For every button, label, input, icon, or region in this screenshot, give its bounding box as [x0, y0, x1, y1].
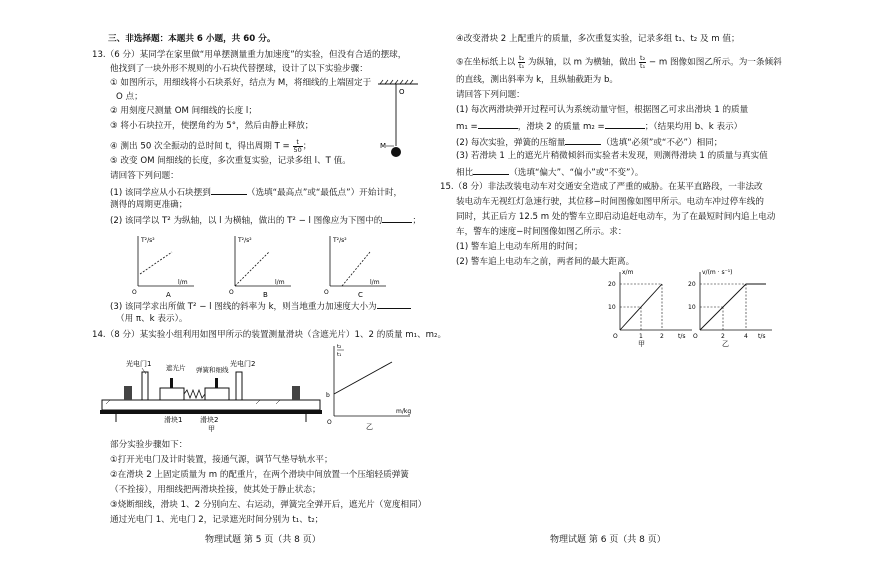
- answer-blank: [382, 214, 412, 223]
- pendulum-figure: [370, 78, 426, 168]
- svg-text:t/s: t/s: [678, 333, 686, 340]
- graph-v-t: [686, 266, 776, 348]
- svg-text:O: O: [229, 289, 234, 296]
- svg-text:10: 10: [608, 304, 616, 311]
- slider-1-icon: [160, 388, 184, 400]
- q14-step3a: ③烧断细线，滑块 1、2 分别向左、右运动，弹簧完全弹开后，遮光片（宽度相同）: [110, 500, 427, 510]
- graph-t2t1-m: [318, 340, 418, 432]
- svg-text:20: 20: [688, 281, 696, 288]
- graph-x-t: [606, 266, 696, 348]
- q14-sub3a: (3) 若滑块 1 上的遮光片稍微倾斜而实验者未发现，则测得滑块 1 的质量与真实值: [456, 151, 768, 161]
- q14-step4: ④改变滑块 2 上配重片的质量，多次重复实验，记录多组 t₁、t₂ 及 m 值；: [456, 34, 740, 44]
- graph-a-line: [140, 252, 172, 274]
- graph-c-caption: C: [358, 291, 363, 298]
- point-m-label: M: [380, 142, 387, 150]
- answer-blank: [473, 166, 509, 175]
- q15-line3: 同时，其正后方 12.5 m 处的警车立即启动追赶电动车，为了在最短时间内追上电动: [456, 212, 776, 222]
- svg-text:2: 2: [721, 333, 725, 340]
- ratio-fraction: $\frac{\text{t₂}}{\text{t₁}}$: [519, 54, 525, 70]
- svg-text:O: O: [324, 289, 329, 296]
- label-spring: 弹簧和细线: [196, 366, 229, 374]
- label-slider2: 滑块2: [200, 416, 219, 424]
- svg-text:x/m: x/m: [622, 269, 634, 276]
- q14-answer-prompt: 请回答下列问题：: [456, 90, 525, 100]
- section-header: 三、非选择题：本题共 6 小题，共 60 分。: [108, 34, 276, 44]
- q13-step4: ④ 测出 50 次全振动的总时间 t，得出周期 T = $\frac{t}{50}$ ；: [110, 138, 312, 154]
- q14-sub2: (2) 每次实验，弹簧的压缩量 （选填“必须”或“不必”）相同；: [456, 138, 723, 148]
- graph-yi-caption: 乙: [722, 340, 729, 348]
- page-6-footer: 物理试题 第 6 页（共 8 页）: [550, 535, 666, 545]
- air-track: [102, 400, 320, 410]
- q14-step5d: 的直线，测出斜率为 k，且纵轴截距为 b。: [456, 75, 618, 85]
- q13-step3: ③ 将小石块拉开，使摆角约为 5°，然后由静止释放；: [110, 121, 314, 131]
- q14-sub1b: m₁ = ，滑块 2 的质量 m₂ = ；（结果均用 b、k 表示）: [456, 122, 743, 132]
- svg-text:t/s: t/s: [758, 333, 766, 340]
- page-5-footer: 物理试题 第 5 页（共 8 页）: [205, 535, 321, 545]
- label-gate2: 光电门2: [230, 360, 256, 368]
- svg-text:t₁: t₁: [337, 352, 342, 358]
- q13-step5: ⑤ 改变 OM 间细线的长度，多次重复实验，记录多组 l、T 值。: [110, 156, 351, 166]
- stone-icon: [391, 147, 401, 157]
- svg-text:l/m: l/m: [275, 279, 285, 286]
- page-6: [440, 0, 870, 579]
- q14-step1: ①打开光电门及计时装置，接通气源，调节气垫导轨水平；: [110, 455, 333, 465]
- q13-sub1c: 测得的周期更准确；: [110, 200, 188, 210]
- ratio-fraction-2: $\frac{\text{t₂}}{\text{t₁}}$: [640, 54, 646, 70]
- graph-jia-caption: 甲: [638, 340, 645, 348]
- svg-text:T²/s²: T²/s²: [238, 237, 252, 244]
- svg-text:10: 10: [688, 304, 696, 311]
- q15-line2: 装电动车无视红灯急速行驶，其位移−时间图像如图甲所示。电动车冲过停车线的: [456, 197, 764, 207]
- q14-intro: 14.（8 分）某实验小组利用如图甲所示的装置测量滑块（含遮光片）1、2 的质量 m₁、m₂。: [92, 330, 447, 340]
- q13-step1b: O 点；: [116, 92, 143, 102]
- graph-a-caption: A: [166, 291, 171, 298]
- q13-intro-line2: 他找到了一块外形不规则的小石块代替摆球，设计了以下实验步骤：: [110, 64, 368, 74]
- answer-blank: [605, 120, 645, 129]
- q14-step2a: ②在滑块 2 上固定质量为 m 的配重片，在两个滑块中间放置一个压缩轻质弹簧: [110, 470, 409, 480]
- graph-b: [225, 230, 295, 298]
- q13-sub3: (3) 该同学求出所做 T² − l 图线的斜率为 k，则当地重力加速度大小为: [110, 300, 411, 313]
- answer-blank: [565, 136, 601, 145]
- q13-sub1: (1) 该同学应从小石块摆到 （选填“最高点”或“最低点”）开始计时，: [110, 188, 403, 198]
- svg-text:m/kg: m/kg: [396, 408, 412, 415]
- q14-steps-title: 部分实验步骤如下：: [110, 440, 188, 450]
- label-shade: 遮光片: [166, 364, 186, 372]
- point-o-label: O: [399, 88, 405, 96]
- svg-text:1: 1: [639, 333, 643, 340]
- q13-sub3b: （用 π、k 表示）。: [116, 314, 188, 324]
- q13-step2: ② 用刻度尺测量 OM 间细线的长度 l；: [110, 106, 257, 116]
- q13-step1a: ① 如图所示，用细线将小石块系好，结点为 M，将细线的上端固定于: [110, 78, 372, 88]
- q14-sub3b: 相比 （选填“偏大”、“偏小”或“不变”）。: [456, 168, 644, 178]
- label-gate1: 光电门1: [126, 360, 152, 368]
- answer-blank: [377, 300, 411, 309]
- answer-blank: [211, 186, 247, 195]
- graph-b-caption: B: [263, 291, 268, 298]
- figure-yi-caption: 乙: [366, 423, 373, 431]
- label-slider1: 滑块1: [164, 416, 183, 424]
- svg-text:20: 20: [608, 281, 616, 288]
- photogate-2-icon: [236, 372, 242, 400]
- period-fraction: $\frac{t}{50}$: [293, 138, 302, 154]
- q15-line1: 15.（8 分）非法改装电动车对交通安全造成了严重的威胁。在某平直路段，一非法改: [440, 182, 763, 192]
- answer-blank: [478, 120, 518, 129]
- svg-text:l/m: l/m: [178, 279, 188, 286]
- svg-text:O: O: [132, 289, 137, 296]
- svg-text:O: O: [327, 419, 332, 426]
- q14-step3b: 通过光电门 1、光电门 2，记录遮光时间分别为 t₁、t₂；: [110, 515, 324, 525]
- q13-sub2: (2) 该同学以 T² 为纵轴，以 l 为横轴，做出的 T² − l 图像应为下图中的 ；: [110, 216, 421, 226]
- svg-text:2: 2: [660, 333, 664, 340]
- graph-c-line: [342, 252, 370, 286]
- svg-text:4: 4: [744, 333, 748, 340]
- air-track-figure: [96, 344, 328, 432]
- q14-sub1a: (1) 每次两滑块弹开过程可认为系统动量守恒，根据图乙可求出滑块 1 的质量: [456, 105, 749, 115]
- intercept-b-label: b: [326, 392, 330, 399]
- q14-step2b: （不拴接），用细线把两滑块拴接，使其处于静止状态；: [110, 485, 321, 495]
- spring-icon: [184, 390, 205, 398]
- graph-a: [128, 230, 198, 298]
- svg-text:v/(m · s⁻¹): v/(m · s⁻¹): [702, 269, 733, 276]
- figure-jia-caption: 甲: [208, 425, 215, 432]
- shade-plate-icon: [170, 378, 173, 388]
- q14-step5: ⑤在坐标纸上以 $\frac{\text{t₂}}{\text{t₁}}$ 为纵轴，以 m 为横轴，做出 $\frac{\text{t₂}}{\text{t₁}}$ − m 图像如图乙所示。为一条倾斜: [456, 54, 782, 70]
- q15-line4: 车，警车的速度−时间图像如图乙所示。求：: [456, 227, 627, 237]
- q15-ask1: (1) 警车追上电动车所用的时间；: [456, 242, 583, 252]
- slider-2-icon: [205, 388, 229, 400]
- svg-text:O: O: [693, 333, 698, 340]
- q13-answer-prompt: 请回答下列问题：: [110, 171, 179, 181]
- q13-intro-line1: 13.（6 分）某同学在家里做“用单摆测量重力加速度”的实验，但没有合适的摆球，: [92, 50, 407, 60]
- graph-b-line: [235, 252, 269, 286]
- svg-text:O: O: [613, 333, 618, 340]
- svg-text:l/m: l/m: [370, 279, 380, 286]
- svg-text:T²/s²: T²/s²: [141, 237, 155, 244]
- q15-ask2: (2) 警车追上电动车之前，两者间的最大距离。: [456, 257, 635, 267]
- svg-text:t₂: t₂: [337, 344, 342, 350]
- svg-text:T²/s²: T²/s²: [333, 237, 347, 244]
- graph-c: [320, 230, 390, 298]
- graph-t2t1-line: [334, 362, 392, 394]
- photogate-1-icon: [142, 372, 148, 400]
